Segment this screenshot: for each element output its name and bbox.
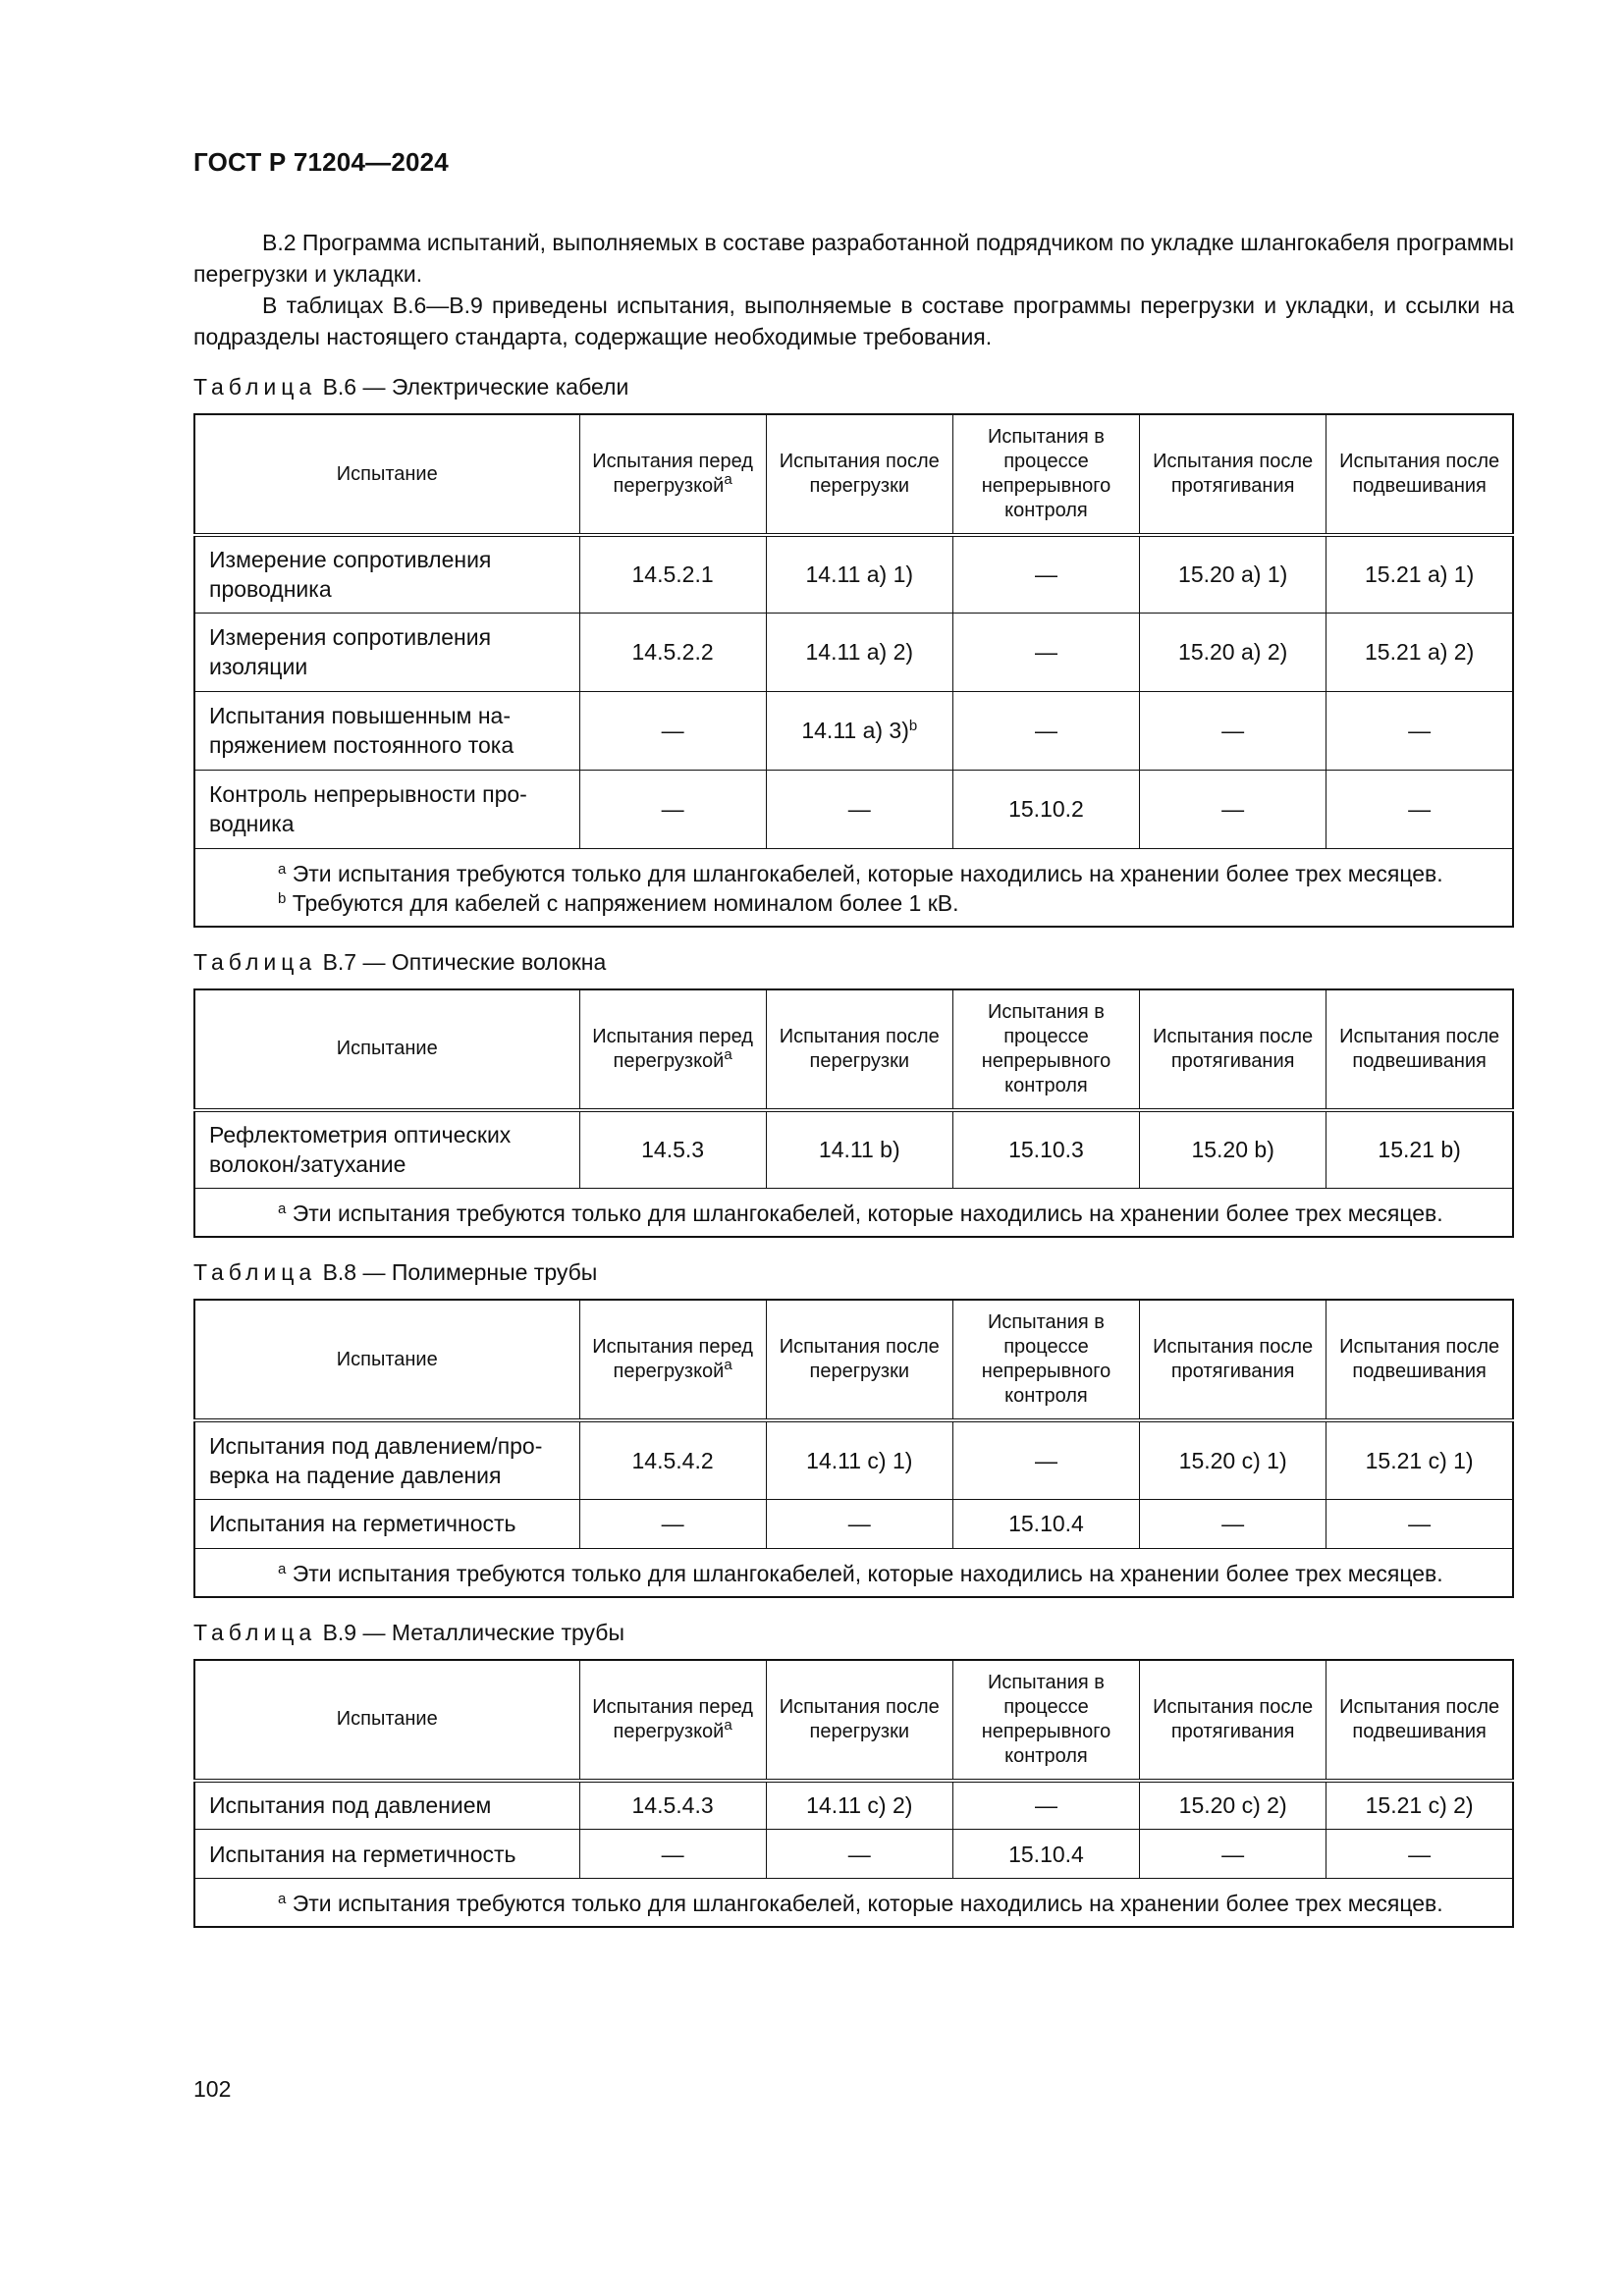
header-before-transfer: Испытания перед перегрузкой$^а$	[579, 1300, 766, 1420]
cell-value: 15.20 c) 1)	[1140, 1420, 1326, 1499]
table-row	[194, 1420, 1513, 1499]
cell-test-name: Измерение сопротивления проводника	[194, 535, 579, 613]
footnote-mark: а	[724, 1045, 732, 1063]
cell-value: —	[1326, 1499, 1513, 1548]
cell-value: —	[579, 770, 766, 848]
footnote-mark: а	[724, 1357, 732, 1373]
table-word: Таблица	[193, 374, 317, 400]
cell-value: 14.5.4.3	[579, 1781, 766, 1830]
header-after-suspension: Испытания после подвешивания	[1326, 1300, 1513, 1420]
footnote-a: $^а$ Эти испытания требуются только для шлангокабелей, которые находились на хранении более трех месяцев.	[278, 860, 1443, 886]
table-row	[194, 1110, 1513, 1189]
table-notes	[194, 848, 1513, 927]
cell-test-name: Испытания под давлением	[194, 1781, 579, 1830]
table-word: Таблица	[193, 1259, 317, 1285]
cell-value: —	[952, 691, 1139, 770]
footnote-mark: а	[724, 471, 732, 488]
table-title: — Оптические волокна	[362, 948, 607, 975]
header-before-transfer: Испытания перед перегрузкой$^а$	[579, 989, 766, 1110]
cell-value: —	[1140, 770, 1326, 848]
footnote-a: $^а$ Эти испытания требуются только для шлангокабелей, которые находились на хранении более трех месяцев.	[278, 1891, 1443, 1916]
cell-value: —	[766, 770, 952, 848]
table-b7	[193, 988, 1514, 1239]
header-after-suspension: Испытания после подвешивания	[1326, 414, 1513, 535]
cell-test-name: Испытания под давлением/про-верка на падение давления	[194, 1420, 579, 1499]
header-after-pulling: Испытания после протягивания	[1140, 1300, 1326, 1420]
cell-value: 14.11 c) 2)	[766, 1781, 952, 1830]
cell-value: 15.21 c) 1)	[1326, 1420, 1513, 1499]
cell-value: 14.5.4.2	[579, 1420, 766, 1499]
header-continuous-monitoring: Испытания в процессе непрерывного контроля	[952, 1300, 1139, 1420]
cell-value: 15.10.4	[952, 1499, 1139, 1548]
cell-value: 15.20 b)	[1140, 1110, 1326, 1189]
document-id: ГОСТ Р 71204—2024	[193, 147, 449, 177]
cell-value: —	[1326, 770, 1513, 848]
table-row	[194, 691, 1513, 770]
cell-test-name: Испытания повышенным на-пряжением постоянного тока	[194, 691, 579, 770]
header-before-transfer: Испытания перед перегрузкой$^а$	[579, 1660, 766, 1781]
cell-test-name: Испытания на герметичность	[194, 1499, 579, 1548]
header-after-transfer: Испытания после перегрузки	[766, 414, 952, 535]
header-continuous-monitoring: Испытания в процессе непрерывного контроля	[952, 1660, 1139, 1781]
cell-value: —	[952, 1781, 1139, 1830]
table-row	[194, 613, 1513, 691]
cell-test-name: Испытания на герметичность	[194, 1830, 579, 1879]
table-row	[194, 1830, 1513, 1879]
header-continuous-monitoring: Испытания в процессе непрерывного контроля	[952, 414, 1139, 535]
table-notes-row	[194, 1548, 1513, 1597]
header-after-transfer: Испытания после перегрузки	[766, 1660, 952, 1781]
table-b6-caption	[193, 374, 1514, 400]
header-after-transfer: Испытания после перегрузки	[766, 1300, 952, 1420]
cell-value: 15.10.3	[952, 1110, 1139, 1189]
header-test: Испытание	[194, 989, 579, 1110]
header-after-suspension: Испытания после подвешивания	[1326, 1660, 1513, 1781]
footnote-a: $^а$ Эти испытания требуются только для шлангокабелей, которые находились на хранении более трех месяцев.	[278, 1201, 1443, 1226]
table-number: В.7	[322, 948, 357, 975]
cell-value: —	[952, 1420, 1139, 1499]
intro-paragraph-1: В.2 Программа испытаний, выполняемых в составе разработанной подрядчиком по укладке шлангокабеля программы перегрузки и укладки.	[193, 230, 1514, 287]
header-test: Испытание	[194, 1660, 579, 1781]
table-word: Таблица	[193, 1619, 317, 1645]
table-b9	[193, 1659, 1514, 1929]
table-b7-caption	[193, 949, 1514, 976]
cell-value: 14.11 b)	[766, 1110, 952, 1189]
table-notes	[194, 1548, 1513, 1597]
cell-value: 15.21 b)	[1326, 1110, 1513, 1189]
cell-value: 14.5.2.2	[579, 613, 766, 691]
table-title: — Полимерные трубы	[362, 1259, 598, 1285]
cell-value: —	[579, 1830, 766, 1879]
cell-value: —	[952, 613, 1139, 691]
table-number: В.9	[322, 1619, 357, 1645]
header-after-transfer: Испытания после перегрузки	[766, 989, 952, 1110]
cell-value: 14.11 а) 2)	[766, 613, 952, 691]
cell-value: 15.21 а) 1)	[1326, 535, 1513, 613]
table-row	[194, 1499, 1513, 1548]
cell-value: 15.20 c) 2)	[1140, 1781, 1326, 1830]
table-title: — Электрические кабели	[362, 374, 629, 400]
cell-value: 14.11 а) 3)$^b$	[766, 691, 952, 770]
cell-test-name: Контроль непрерывности про-водника	[194, 770, 579, 848]
table-notes	[194, 1879, 1513, 1928]
cell-value: —	[1140, 691, 1326, 770]
table-title: — Металлические трубы	[362, 1619, 624, 1645]
table-row	[194, 535, 1513, 613]
cell-value: 15.21 а) 2)	[1326, 613, 1513, 691]
cell-value: 15.20 а) 2)	[1140, 613, 1326, 691]
cell-value: 15.10.2	[952, 770, 1139, 848]
cell-value: —	[1326, 691, 1513, 770]
cell-value: 15.10.4	[952, 1830, 1139, 1879]
document-page	[193, 147, 1514, 1928]
cell-test-name: Рефлектометрия оптических волокон/затухание	[194, 1110, 579, 1189]
footnote-mark: b	[908, 718, 918, 734]
cell-value: —	[1140, 1830, 1326, 1879]
header-after-pulling: Испытания после протягивания	[1140, 1660, 1326, 1781]
header-before-transfer: Испытания перед перегрузкой$^а$	[579, 414, 766, 535]
table-notes	[194, 1189, 1513, 1238]
cell-value: 14.5.3	[579, 1110, 766, 1189]
cell-value: —	[766, 1499, 952, 1548]
cell-value: 14.5.2.1	[579, 535, 766, 613]
header-continuous-monitoring: Испытания в процессе непрерывного контроля	[952, 989, 1139, 1110]
header-after-pulling: Испытания после протягивания	[1140, 414, 1326, 535]
cell-value: 14.11 а) 1)	[766, 535, 952, 613]
header-test: Испытание	[194, 1300, 579, 1420]
table-word: Таблица	[193, 948, 317, 975]
header-after-suspension: Испытания после подвешивания	[1326, 989, 1513, 1110]
page-number: 102	[193, 2076, 232, 2102]
table-notes-row	[194, 1879, 1513, 1928]
cell-value: 14.11 c) 1)	[766, 1420, 952, 1499]
table-number: В.8	[322, 1259, 357, 1285]
cell-value: —	[1326, 1830, 1513, 1879]
table-notes-row	[194, 848, 1513, 927]
footnote-b: $^b$ Требуются для кабелей с напряжением номиналом более 1 кВ.	[278, 889, 959, 916]
cell-value: 15.20 а) 1)	[1140, 535, 1326, 613]
header-test: Испытание	[194, 414, 579, 535]
header-after-pulling: Испытания после протягивания	[1140, 989, 1326, 1110]
table-row	[194, 770, 1513, 848]
table-b9-caption	[193, 1620, 1514, 1646]
cell-value: —	[579, 1499, 766, 1548]
table-notes-row	[194, 1189, 1513, 1238]
footnote-a: $^а$ Эти испытания требуются только для шлангокабелей, которые находились на хранении более трех месяцев.	[278, 1560, 1443, 1586]
intro-paragraph-2: В таблицах В.6—В.9 приведены испытания, выполняемые в составе программы перегрузки и укладки, и ссылки на подразделы настоящего стандарта, содержащие необходимые требования.	[193, 293, 1514, 349]
cell-test-name: Измерения сопротивления изоляции	[194, 613, 579, 691]
cell-value: —	[952, 535, 1139, 613]
table-number: В.6	[322, 374, 357, 400]
footnote-mark: а	[724, 1716, 732, 1734]
table-row	[194, 1781, 1513, 1830]
table-b8-caption	[193, 1259, 1514, 1286]
cell-value: —	[1140, 1499, 1326, 1548]
cell-value: —	[766, 1830, 952, 1879]
cell-value: 15.21 c) 2)	[1326, 1781, 1513, 1830]
table-b8	[193, 1299, 1514, 1598]
cell-value: —	[579, 691, 766, 770]
table-b6	[193, 413, 1514, 928]
